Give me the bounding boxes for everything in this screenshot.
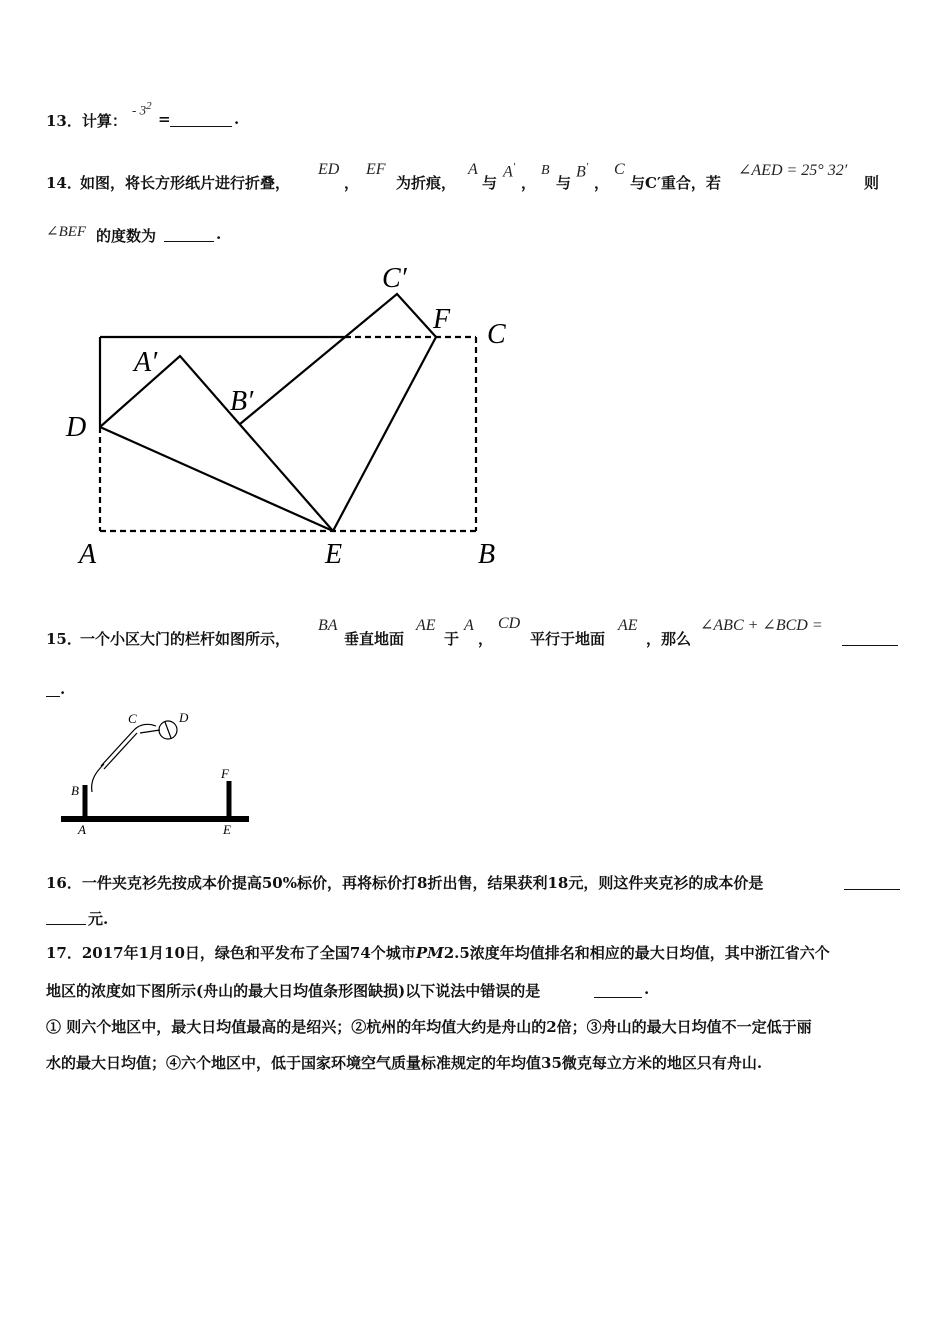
q15-barrier-figure xyxy=(55,705,255,840)
q17-text-line-3: ① 则六个地区中，最大日均值最高的是绍兴；②杭州的年均值大约是舟山的2倍；③舟山的最大日均值不一定低于丽 xyxy=(46,1018,812,1036)
q17-text-line-1: 17．2017年1月10日，绿色和平发布了全国74个城市PM2.5浓度年均值排名和相应的最大日均值，其中浙江省六个 xyxy=(46,944,830,962)
q14-ED: ED xyxy=(318,161,340,178)
q14-folding-figure xyxy=(60,255,520,575)
label-E: E xyxy=(325,539,343,570)
q15-CD: CD xyxy=(498,615,521,632)
label-B-prime: B′ xyxy=(230,386,254,417)
q14-text-2: 为折痕， xyxy=(396,174,457,192)
q14-B-prime: B′ xyxy=(576,161,589,181)
q15-period: . xyxy=(60,680,66,698)
q14-answer-blank[interactable] xyxy=(164,227,214,242)
q15-comma: ， xyxy=(478,630,494,648)
q15-answer-blank-2[interactable] xyxy=(46,682,60,697)
q15-AE: AE xyxy=(416,617,436,634)
q15-text-4: 平行于地面 xyxy=(530,630,606,648)
fig15-label-E: E xyxy=(223,822,231,837)
label-C-prime: C′ xyxy=(382,263,407,294)
label-C: C xyxy=(487,319,506,350)
barrier-curve-C xyxy=(134,724,156,730)
q15-text-5: ，那么 xyxy=(646,630,692,648)
q14-ze: 则 xyxy=(864,174,880,192)
fig15-label-B: B xyxy=(71,783,79,798)
q14-comma-2: ， xyxy=(521,174,537,192)
q13-answer-blank[interactable] xyxy=(170,112,232,127)
q15-angle-expression: ∠ABC + ∠BCD = xyxy=(700,617,823,634)
barrier-arm-lower xyxy=(104,733,137,769)
q14-EF: EF xyxy=(366,161,386,178)
q14-number: 14． xyxy=(46,174,82,192)
fig15-label-A: A xyxy=(78,822,86,837)
q16-text-line-1: 16．一件夹克衫先按成本价提高50%标价，再将标价打8折出售，结果获利18元，则这件夹克衫的成本价是 xyxy=(46,874,764,892)
q14-text-1: 如图，将长方形纸片进行折叠， xyxy=(80,174,291,192)
fig15-label-D: D xyxy=(179,710,189,725)
q17-period: . xyxy=(644,980,650,998)
q13-expression: - $3^2$ xyxy=(132,100,152,118)
q13-equals: = xyxy=(158,110,171,128)
barrier-arm-upper xyxy=(101,730,134,766)
crease-EF xyxy=(333,337,436,531)
q14-yu-1: 与 xyxy=(482,174,498,192)
barrier-CD xyxy=(140,730,160,733)
q14-C: C xyxy=(614,161,625,178)
q15-A: A xyxy=(464,617,474,634)
q15-text-3: 于 xyxy=(444,630,460,648)
label-A-prime: A′ xyxy=(134,347,158,378)
q16-answer-blank-1[interactable] xyxy=(844,875,900,890)
q15-AE-2: AE xyxy=(618,617,638,634)
q13-period: . xyxy=(234,110,240,128)
q14-yu-2: 与 xyxy=(556,174,572,192)
fig15-label-C: C xyxy=(128,711,137,726)
label-B: B xyxy=(478,539,496,570)
label-F: F xyxy=(433,304,451,335)
q14-B: B xyxy=(541,163,550,178)
q14-text-4: 的度数为 xyxy=(96,227,157,245)
q14-A: A xyxy=(468,161,478,178)
q14-text-3: 与C′重合，若 xyxy=(630,174,721,192)
q14-angle-BEF: ∠BEF xyxy=(46,224,87,240)
q13-number: 13． xyxy=(46,112,82,130)
q15-answer-blank-1[interactable] xyxy=(842,631,898,646)
q14-comma-3: ， xyxy=(594,174,610,192)
q15-number: 15． xyxy=(46,630,82,648)
label-A: A xyxy=(79,539,97,570)
q16-answer-blank-2[interactable] xyxy=(46,910,86,925)
label-D: D xyxy=(66,412,87,443)
question-13 xyxy=(46,100,240,131)
q14-comma-1: ， xyxy=(344,174,360,192)
q14-A-prime: A′ xyxy=(503,161,516,181)
q14-angle-AED: ∠AED = 25° 32′ xyxy=(738,162,848,179)
q15-BA: BA xyxy=(318,617,338,634)
q17-answer-blank[interactable] xyxy=(594,983,642,998)
q13-label: 计算： xyxy=(81,112,127,130)
q14-period: . xyxy=(216,225,222,243)
fig15-label-F: F xyxy=(221,766,229,781)
q17-text-line-4: 水的最大日均值；④六个地区中，低于国家环境空气质量标准规定的年均值35微克每立方米的地区只有舟山. xyxy=(46,1054,763,1072)
crease-ED xyxy=(100,427,333,531)
q15-text-1: 一个小区大门的栏杆如图所示， xyxy=(80,630,291,648)
q16-text-line-2: 元. xyxy=(88,910,109,928)
q15-text-2: 垂直地面 xyxy=(344,630,405,648)
barrier-wheel-spoke xyxy=(165,722,171,738)
q17-text-line-2: 地区的浓度如下图所示(舟山的最大日均值条形图缺损)以下说法中错误的是 xyxy=(46,982,541,1000)
barrier-curve-B xyxy=(92,764,104,792)
fold-B'C'F xyxy=(240,294,436,424)
